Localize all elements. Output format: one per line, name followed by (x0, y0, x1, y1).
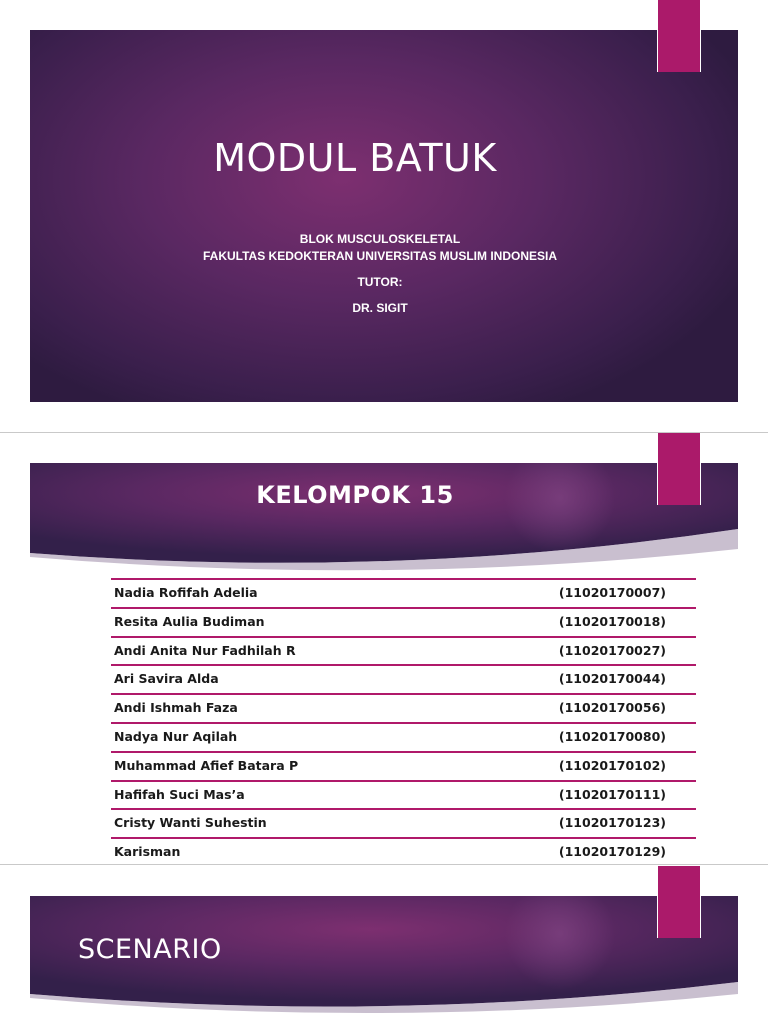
block-name: BLOK MUSCULOSKELETAL (299, 232, 461, 246)
member-name: Muhammad Afief Batara P (114, 757, 299, 773)
member-id: (11020170129) (558, 844, 666, 860)
slide-group (0, 433, 768, 864)
member-name: Hafifah Suci Mas’a (114, 786, 245, 802)
accent-tab (657, 866, 701, 938)
table-row (111, 810, 696, 839)
table-row (111, 695, 696, 724)
table-row (111, 609, 696, 638)
table-row (111, 638, 696, 667)
group-title: KELOMPOK 15 (256, 481, 454, 509)
faculty-name: FAKULTAS KEDOKTERAN UNIVERSITAS MUSLIM INDONESIA (202, 249, 557, 263)
table-row (111, 724, 696, 753)
member-name: Andi Ishmah Faza (114, 700, 238, 716)
tutor-name: DR. SIGIT (352, 301, 408, 315)
table-row (111, 753, 696, 782)
member-id: (11020170018) (558, 613, 666, 629)
member-id: (11020170007) (558, 585, 666, 600)
slide-divider (0, 864, 768, 865)
member-id: (11020170056) (558, 700, 666, 716)
slide-title (0, 0, 768, 432)
slide-background (30, 30, 738, 402)
member-id: (11020170080) (558, 728, 666, 744)
table-row (111, 580, 696, 609)
slide-title-text: MODUL BATUK (213, 136, 497, 180)
member-id: (11020170123) (558, 815, 666, 831)
accent-tab (657, 0, 701, 72)
member-id: (11020170102) (558, 757, 666, 773)
member-name: Ari Savira Alda (114, 671, 219, 687)
member-name: Cristy Wanti Suhestin (114, 815, 267, 831)
member-name: Andi Anita Nur Fadhilah R (114, 642, 296, 658)
member-name: Karisman (114, 844, 181, 860)
member-table (111, 578, 696, 868)
member-name: Nadya Nur Aqilah (114, 728, 238, 744)
table-row (111, 666, 696, 695)
member-name: Resita Aulia Budiman (114, 613, 265, 629)
scenario-title: SCENARIO (78, 934, 222, 965)
member-name: Nadia Rofifah Adelia (114, 585, 258, 600)
tutor-label: TUTOR: (357, 275, 403, 289)
member-id: (11020170111) (558, 786, 666, 802)
slide-scenario (0, 866, 768, 1024)
member-id: (11020170044) (558, 671, 666, 687)
member-id: (11020170027) (558, 642, 666, 658)
table-row (111, 782, 696, 811)
